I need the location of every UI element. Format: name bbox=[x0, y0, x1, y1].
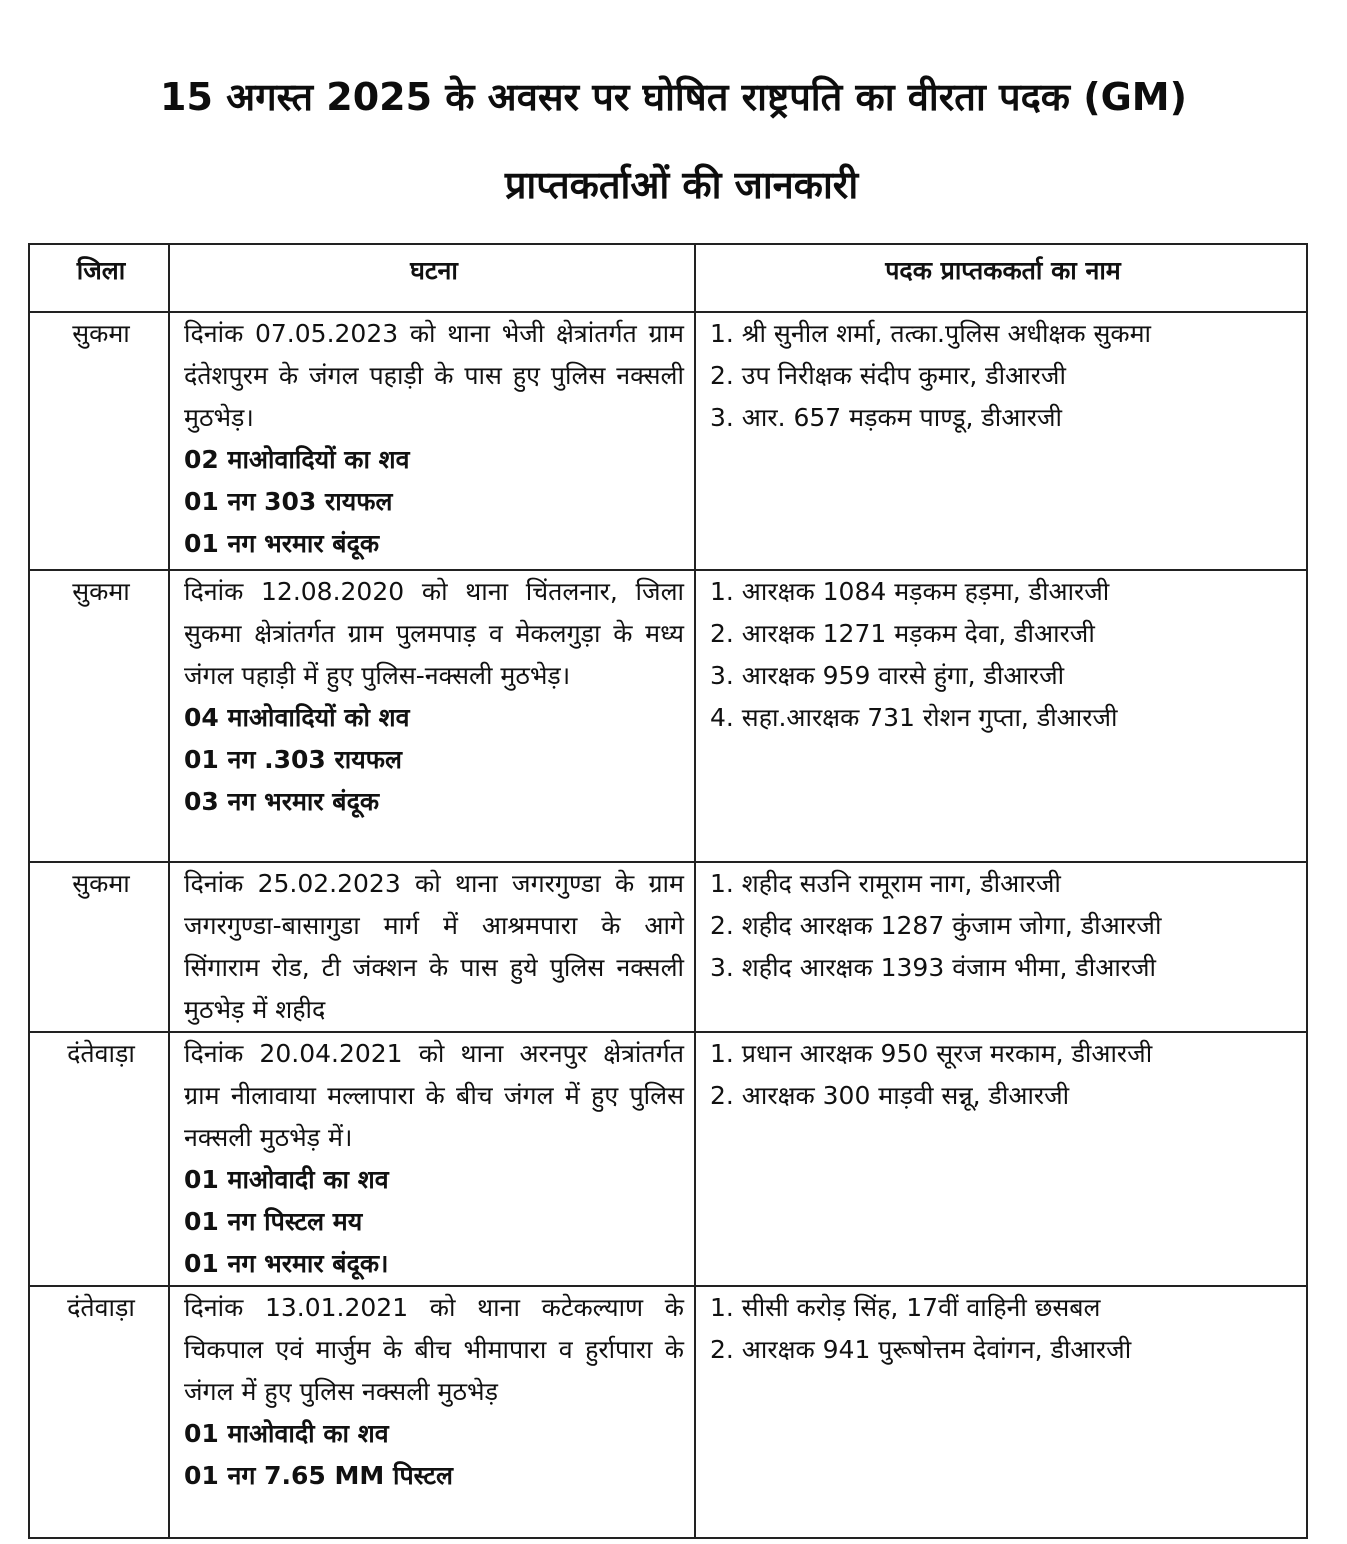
seizure-item: 01 माओवादी का शव bbox=[184, 1419, 389, 1448]
title-text: 15 अगस्त 2025 के अवसर पर घोषित राष्ट्रपति का वीरता पदक (GM) bbox=[160, 75, 1187, 119]
recipient-name: 2. आरक्षक 1271 मड़कम देवा, डीआरजी bbox=[710, 619, 1095, 648]
table-row bbox=[29, 862, 1307, 1032]
district-cell: दंतेवाड़ा bbox=[29, 1032, 169, 1286]
district-cell: सुकमा bbox=[29, 570, 169, 862]
table-row bbox=[29, 570, 1307, 862]
seizure-item: 01 नग भरमार बंदूक bbox=[184, 529, 380, 558]
column-header-incident: घटना bbox=[169, 244, 695, 312]
seizure-item: 02 माओवादियों का शव bbox=[184, 445, 410, 474]
column-header-recipients: पदक प्राप्तककर्ता का नाम bbox=[695, 244, 1307, 312]
recipient-name: 1. श्री सुनील शर्मा, तत्का.पुलिस अधीक्षक सुकमा bbox=[710, 319, 1152, 348]
recipient-name: 3. शहीद आरक्षक 1393 वंजाम भीमा, डीआरजी bbox=[710, 953, 1157, 982]
district-cell: सुकमा bbox=[29, 862, 169, 1032]
recipients-cell bbox=[695, 570, 1307, 862]
recipients-cell bbox=[695, 312, 1307, 570]
seizure-item: 03 नग भरमार बंदूक bbox=[184, 787, 380, 816]
recipient-name: 1. सीसी करोड़ सिंह, 17वीं वाहिनी छसबल bbox=[710, 1293, 1101, 1322]
recipient-name: 4. सहा.आरक्षक 731 रोशन गुप्ता, डीआरजी bbox=[710, 703, 1118, 732]
recipients-cell bbox=[695, 1286, 1307, 1538]
incident-cell bbox=[169, 862, 695, 1032]
recipient-name: 2. आरक्षक 941 पुरूषोत्तम देवांगन, डीआरजी bbox=[710, 1335, 1132, 1364]
recipients-cell bbox=[695, 862, 1307, 1032]
seizure-item: 01 नग भरमार बंदूक। bbox=[184, 1249, 389, 1278]
recipient-name: 1. शहीद सउनि रामूराम नाग, डीआरजी bbox=[710, 869, 1061, 898]
incident-description: दिनांक 20.04.2021 को थाना अरनपुर क्षेत्रांतर्गत ग्राम नीलावाया मल्लापारा के बीच जंगल में हुए पुलिस नक्सली मुठभेड़ में। bbox=[184, 1039, 684, 1152]
recipient-name: 3. आर. 657 मड़कम पाण्डू, डीआरजी bbox=[710, 403, 1063, 432]
seizure-item: 01 नग 7.65 MM पिस्टल bbox=[184, 1461, 453, 1490]
seizure-item: 01 नग .303 रायफल bbox=[184, 745, 402, 774]
recipient-name: 2. उप निरीक्षक संदीप कुमार, डीआरजी bbox=[710, 361, 1066, 390]
recipient-name: 2. शहीद आरक्षक 1287 कुंजाम जोगा, डीआरजी bbox=[710, 911, 1162, 940]
recipient-name: 1. आरक्षक 1084 मड़कम हड़मा, डीआरजी bbox=[710, 577, 1110, 606]
seizure-item: 04 माओवादियों को शव bbox=[184, 703, 410, 732]
incident-description: दिनांक 25.02.2023 को थाना जगरगुण्डा के ग्राम जगरगुण्डा-बासागुडा मार्ग में आश्रमपारा के आगे सिंगाराम रोड, टी जंक्शन के पास हुये पुलिस नक्सली मुठभेड़ में शहीद bbox=[184, 869, 684, 1024]
incident-description: दिनांक 12.08.2020 को थाना चिंतलनार, जिला सुकमा क्षेत्रांतर्गत ग्राम पुलमपाड़ व मेकलगुड़ा के मध्य जंगल पहाड़ी में हुए पुलिस-नक्सली मुठभेड़। bbox=[184, 577, 684, 690]
table-row bbox=[29, 312, 1307, 570]
incident-description: दिनांक 13.01.2021 को थाना कटेकल्याण के चिकपाल एवं मार्जुम के बीच भीमापारा व हुर्रापारा के जंगल में हुए पुलिस नक्सली मुठभेड़ bbox=[184, 1293, 684, 1406]
seizure-item: 01 माओवादी का शव bbox=[184, 1165, 389, 1194]
table-row bbox=[29, 1032, 1307, 1286]
incident-cell bbox=[169, 1286, 695, 1538]
recipient-name: 1. प्रधान आरक्षक 950 सूरज मरकाम, डीआरजी bbox=[710, 1039, 1153, 1068]
column-header-district: जिला bbox=[29, 244, 169, 312]
table-header-row bbox=[29, 244, 1307, 312]
incident-cell bbox=[169, 570, 695, 862]
district-cell: दंतेवाड़ा bbox=[29, 1286, 169, 1538]
title-text: प्राप्तकर्ताओं की जानकारी bbox=[504, 163, 859, 207]
district-cell: सुकमा bbox=[29, 312, 169, 570]
incident-cell bbox=[169, 312, 695, 570]
document-subtitle bbox=[0, 158, 1347, 210]
document-title bbox=[0, 70, 1347, 122]
incident-cell bbox=[169, 1032, 695, 1286]
table-row bbox=[29, 1286, 1307, 1538]
recipient-name: 2. आरक्षक 300 माड़वी सन्नू, डीआरजी bbox=[710, 1081, 1070, 1110]
seizure-item: 01 नग 303 रायफल bbox=[184, 487, 393, 516]
incident-description: दिनांक 07.05.2023 को थाना भेजी क्षेत्रांतर्गत ग्राम दंतेशपुरम के जंगल पहाड़ी के पास हुए पुलिस नक्सली मुठभेड़। bbox=[184, 319, 684, 432]
recipients-cell bbox=[695, 1032, 1307, 1286]
recipient-name: 3. आरक्षक 959 वारसे हुंगा, डीआरजी bbox=[710, 661, 1065, 690]
seizure-item: 01 नग पिस्टल मय bbox=[184, 1207, 363, 1236]
awards-table bbox=[28, 243, 1308, 1539]
